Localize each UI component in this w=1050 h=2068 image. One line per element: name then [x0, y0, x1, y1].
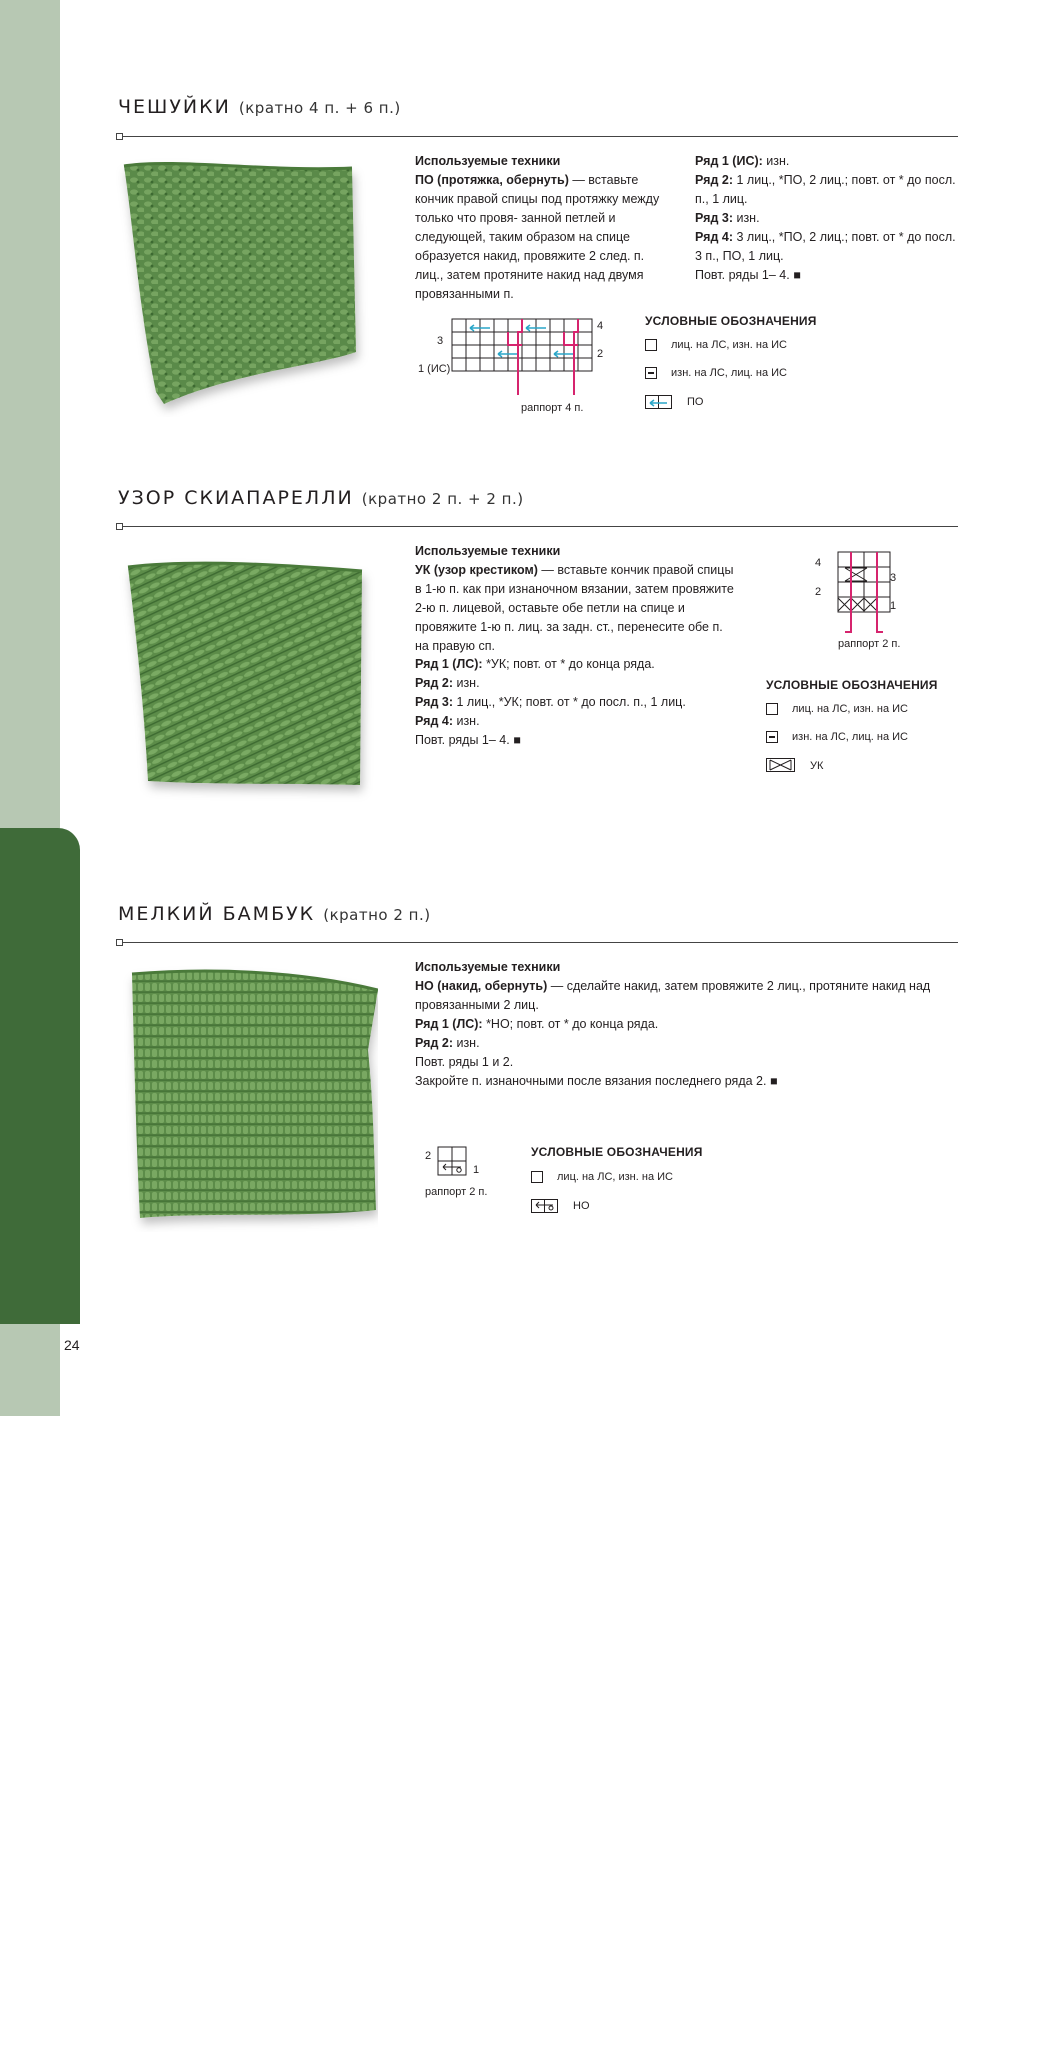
- section-title-text: МЕЛКИЙ БАМБУК: [118, 903, 316, 925]
- rows-block-bamboo: [415, 1015, 815, 1091]
- legend-text: изн. на ЛС, лиц. на ИС: [792, 731, 908, 743]
- techniques-heading: Используемые техники: [415, 960, 561, 974]
- technique-term: НО (накид, обернуть): [415, 979, 548, 993]
- row-text: *НО; повт. от * до конца ряда.: [482, 1017, 659, 1031]
- chart-caption: раппорт 2 п.: [425, 1186, 488, 1198]
- row-label: Ряд 2:: [415, 1036, 453, 1050]
- swatch-photo-bamboo: [116, 960, 378, 1232]
- repeat-text: Повт. ряды 1 и 2.: [415, 1055, 514, 1069]
- chapter-label: ГЛАВА 1 • ЛИЦЕВЫЕ И ИЗНАНОЧНЫЕ: [63, 1683, 81, 2068]
- rule-dot: [116, 939, 123, 946]
- pull-wrap-arrow-icon: [645, 395, 673, 409]
- row-label: Ряд 3:: [415, 695, 453, 709]
- swatch-photo-schiaparelli: [116, 545, 380, 807]
- closing-text: Закройте п. изнаночными после вязания последнего ряда 2. ■: [415, 1074, 778, 1088]
- row-text: *УК; повт. от * до конца ряда.: [482, 657, 655, 671]
- row-text: изн.: [453, 714, 480, 728]
- page-number: 24: [64, 1337, 80, 1353]
- chart-row-label: 1: [473, 1164, 480, 1176]
- row-label: Ряд 3:: [695, 211, 733, 225]
- chart-row-label: 2: [425, 1150, 432, 1162]
- technique-description: — сделайте накид, затем провяжите 2 лиц., протяните накид над провязанными 2 лиц.: [415, 979, 931, 1012]
- chart-row-label: 3: [437, 335, 444, 347]
- chart-caption: раппорт 2 п.: [838, 638, 901, 650]
- sidebar-bottom-band: [0, 1324, 60, 1416]
- chart-row-label: 1: [890, 600, 897, 612]
- yarn-over-wrap-icon: [531, 1199, 559, 1213]
- rows-block-scales: [695, 152, 957, 285]
- chart-grid-bamboo: [436, 1145, 470, 1179]
- row-text: 1 лиц., *УК; повт. от * до посл. п., 1 лиц.: [453, 695, 686, 709]
- legend-text: изн. на ЛС, лиц. на ИС: [671, 367, 787, 379]
- row-text: изн.: [453, 1036, 480, 1050]
- legend-row: [531, 1171, 673, 1183]
- legend-text: НО: [573, 1200, 590, 1212]
- rows-block-schiaparelli: [415, 655, 735, 750]
- legend-text: лиц. на ЛС, изн. на ИС: [671, 339, 787, 351]
- legend-text: УК: [810, 759, 824, 772]
- section-ratio: (кратно 4 п. + 6 п.): [238, 99, 401, 117]
- legend-row: [645, 339, 787, 351]
- section-title-text: ЧЕШУЙКИ: [118, 96, 231, 118]
- chart-grid-scales: [448, 315, 596, 395]
- techniques-heading: Используемые техники: [415, 544, 561, 558]
- techniques-block-bamboo: [415, 958, 960, 1015]
- repeat-text: Повт. ряды 1– 4. ■: [695, 268, 801, 282]
- section-ratio: (кратно 2 п. + 2 п.): [361, 490, 524, 508]
- cross-stitch-icon: [766, 758, 796, 773]
- knit-square-icon: [766, 703, 778, 715]
- legend-title: УСЛОВНЫЕ ОБОЗНАЧЕНИЯ: [766, 678, 938, 692]
- row-text: 3 лиц., *ПО, 2 лиц.; повт. от * до посл. 3 п., ПО, 1 лиц.: [695, 230, 956, 263]
- legend-title: УСЛОВНЫЕ ОБОЗНАЧЕНИЯ: [531, 1145, 703, 1159]
- knit-square-icon: [531, 1171, 543, 1183]
- chart-row-label: 2: [597, 348, 604, 360]
- legend-row: [645, 395, 703, 409]
- chart-row-label: 3: [890, 572, 897, 584]
- legend-row: [766, 703, 908, 715]
- row-text: изн.: [453, 676, 480, 690]
- section-title-text: УЗОР СКИАПАРЕЛЛИ: [118, 487, 354, 509]
- legend-row: [645, 367, 787, 379]
- knit-square-icon: [645, 339, 657, 351]
- legend-text: лиц. на ЛС, изн. на ИС: [557, 1171, 673, 1183]
- purl-square-icon: [766, 731, 778, 743]
- section-title-bamboo: [118, 903, 431, 925]
- technique-description: — вставьте кончик правой спицы в 1-ю п. как при изнаночном вязании, затем провяжите 2-ю п. лицевой, оставьте обе петли на спице и провяжите 1-ю п. лиц. за задн. ст., перенесите обе п. на правую сп.: [415, 563, 734, 653]
- row-label: Ряд 1 (ИС):: [695, 154, 763, 168]
- row-text: 1 лиц., *ПО, 2 лиц.; повт. от * до посл. п., 1 лиц.: [695, 173, 956, 206]
- legend-text: ПО: [687, 396, 704, 408]
- technique-description: — вставьте кончик правой спицы под протяжку между только что провя- занной петлей и следующей, таким образом на спице образуется накид, провяжите 2 след. п. лиц., затем протяните накид над двумя провязанными п.: [415, 173, 660, 301]
- row-label: Ряд 4:: [415, 714, 453, 728]
- techniques-heading: Используемые техники: [415, 154, 561, 168]
- row-label: Ряд 2:: [415, 676, 453, 690]
- techniques-block-scales: [415, 152, 660, 304]
- row-label: Ряд 1 (ЛС):: [415, 657, 483, 671]
- sidebar-top-band: [0, 0, 60, 845]
- chart-row-label: 4: [597, 320, 604, 332]
- legend-text: лиц. на ЛС, изн. на ИС: [792, 703, 908, 715]
- swatch-photo-scales: [116, 152, 372, 417]
- techniques-block-schiaparelli: [415, 542, 740, 656]
- legend-row: [766, 758, 823, 773]
- section-title-schiaparelli: [118, 487, 524, 509]
- purl-square-icon: [645, 367, 657, 379]
- chart-row-label: 2: [815, 586, 822, 598]
- chart-row-label: 4: [815, 557, 822, 569]
- legend-row: [531, 1199, 590, 1213]
- chart-caption: раппорт 4 п.: [521, 402, 584, 414]
- section-rule: [118, 136, 958, 137]
- rule-dot: [116, 523, 123, 530]
- row-text: изн.: [733, 211, 760, 225]
- rule-dot: [116, 133, 123, 140]
- row-label: Ряд 1 (ЛС):: [415, 1017, 483, 1031]
- section-title-scales: [118, 96, 401, 118]
- technique-term: УК (узор крестиком): [415, 563, 538, 577]
- section-rule: [118, 942, 958, 943]
- section-rule: [118, 526, 958, 527]
- row-text: изн.: [762, 154, 790, 168]
- section-ratio: (кратно 2 п.): [323, 906, 431, 924]
- chart-grid-schiaparelli: [834, 548, 897, 638]
- chart-row-label: 1 (ИС): [418, 363, 451, 375]
- repeat-text: Повт. ряды 1– 4. ■: [415, 733, 521, 747]
- row-label: Ряд 4:: [695, 230, 733, 244]
- legend-title: УСЛОВНЫЕ ОБОЗНАЧЕНИЯ: [645, 314, 817, 328]
- technique-term: ПО (протяжка, обернуть): [415, 173, 569, 187]
- row-label: Ряд 2:: [695, 173, 733, 187]
- legend-row: [766, 731, 908, 743]
